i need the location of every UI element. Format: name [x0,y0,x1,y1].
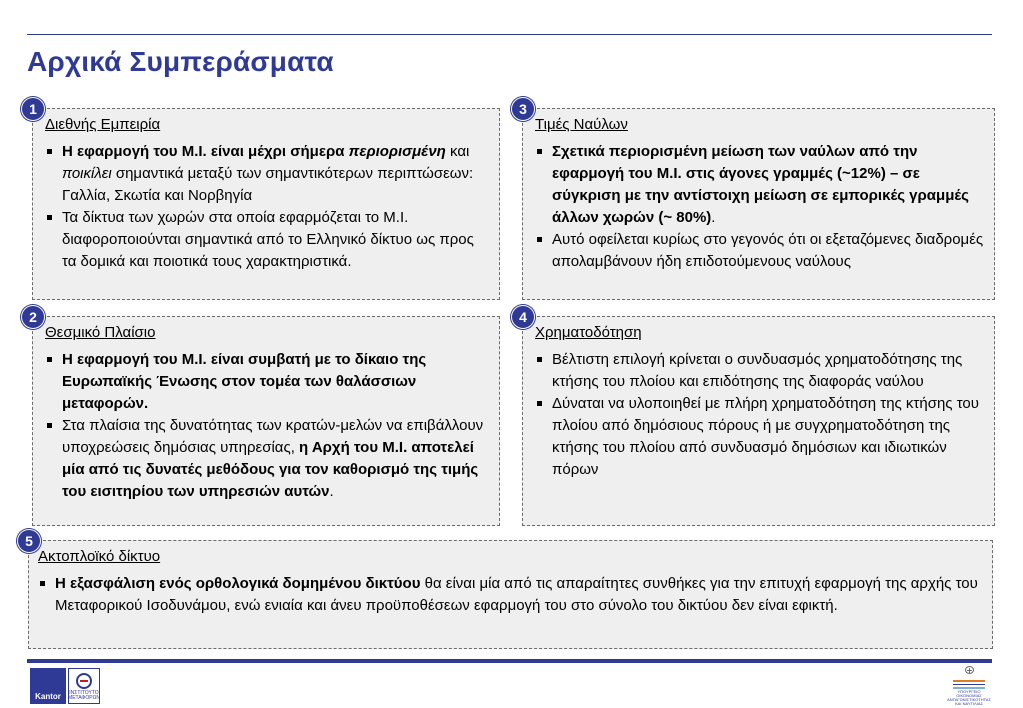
number-badge-3: 3 [511,97,535,121]
institute-emblem-icon [76,673,92,689]
bullet-text-run: . [711,209,716,226]
number-badge-5: 5 [17,529,41,553]
page-title: Αρχικά Συμπεράσματα [27,46,334,77]
bullet-item [535,349,986,393]
logo-stripe-orange [953,680,985,682]
bullet-item [535,229,986,273]
bullet-text-run: και [445,143,470,160]
panel-heading: Ακτοπλοϊκό δίκτυο [38,548,161,565]
logo-stripe-blue [953,684,985,686]
panel-international-experience [32,108,500,300]
bullet-item [45,349,491,415]
bullet-item [38,573,984,617]
bullet-item [45,207,491,273]
bullet-text-run: θα είναι μία από τις απαραίτητες συνθήκες για την επιτυχή εφαρμογή της αρχής του Μεταφορικού Ισοδυνάμου, ενώ ενιαία και άνευ προϋποθέσεων εφαρμογή του στο σύνολο του δικτύου δεν είναι εφικτή. [55,575,978,614]
bullet-text-run: Η εφαρμογή του Μ.Ι. είναι μέχρι σήμερα [62,143,349,160]
number-badge-1: 1 [21,97,45,121]
bullet-text-run: Δύναται να υλοποιηθεί με πλήρη χρηματοδότηση της κτήσης του πλοίου από δημόσιους πόρους ή με συγχρηματοδότηση της κτήσης του πλοίου από συνδυασμό δημόσιων και ιδιωτικών πόρων [552,395,979,478]
bullet-item [45,141,491,207]
ministry-logo [948,666,990,706]
top-rule [27,34,992,35]
footer-rule [27,659,992,663]
bullet-list [45,141,491,273]
greek-emblem-icon [965,666,974,674]
number-badge-2: 2 [21,305,45,329]
bullet-text-run: σημαντικά μεταξύ των σημαντικότερων περιπτώσεων: Γαλλία, Σκωτία και Νορβηγία [62,165,474,204]
panel-institutional-framework [32,316,500,526]
bullet-list [535,141,986,273]
panel-coastal-network [28,540,993,649]
bullet-text-run: Βέλτιστη επιλογή κρίνεται ο συνδυασμός χρηματοδότησης της κτήσης του πλοίου και επιδότησης της διαφοράς ναύλου [552,351,963,390]
bullet-text-run: ποικίλει [62,165,112,182]
institute-logo-text: ΙΝΣΤΙΤΟΥΤΟ ΜΕΤΑΦΟΡΩΝ [68,690,100,701]
bullet-item [45,415,491,503]
bullet-text-run: περιορισμένη [348,143,446,160]
panel-financing [522,316,995,526]
bullet-list [45,349,491,503]
bullet-text-run: Σχετικά περιορισμένη μείωση των ναύλων από την εφαρμογή του Μ.Ι. στις άγονες γραμμές (~12%) – σε σύγκριση με την αντίστοιχη μείωση σε εμπορικές γραμμές άλλων χωρών (~ 80%) [552,143,969,226]
bullet-text-run: . [329,483,334,500]
panel-heading: Τιμές Ναύλων [535,116,628,133]
bullet-list [535,349,986,481]
bullet-item [535,393,986,481]
transport-institute-logo [68,668,100,704]
bullet-text-run: Αυτό οφείλεται κυρίως στο γεγονός ότι οι εξεταζόμενες διαδρομές απολαμβάνουν ήδη επιδοτούμενους ναύλους [552,231,984,270]
bullet-item [535,141,986,229]
kantor-logo [30,668,66,704]
bullet-text-run: η Αρχή του Μ.Ι. αποτελεί μία από τις δυνατές μεθόδους για τον καθορισμό της τιμής του εισιτηρίου των υπηρεσιών αυτών [62,439,479,500]
bullet-list [38,573,984,617]
number-badge-4: 4 [511,305,535,329]
kantor-logo-text: Kantor [35,692,61,701]
bullet-text-run: Η εφαρμογή του Μ.Ι. είναι συμβατή με το δίκαιο της Ευρωπαϊκής Ένωσης στον τομέα των θαλάσσιων μεταφορών. [62,351,427,412]
bullet-text-run: Στα πλαίσια της δυνατότητας των κρατών-μελών να επιβάλλουν υποχρεώσεις δημόσιας υπηρεσίας, [62,417,484,456]
bullet-text-run: Η εξασφάλιση ενός ορθολογικά δομημένου δικτύου [55,575,421,592]
panel-heading: Διεθνής Εμπειρία [45,116,161,133]
bullet-text-run: Τα δίκτυα των χωρών στα οποία εφαρμόζεται το Μ.Ι. διαφοροποιούνται σημαντικά από το Ελληνικό δίκτυο ως προς τα δομικά και ποιοτικά τους χαρακτηριστικά. [62,209,474,270]
panel-fare-prices [522,108,995,300]
panel-heading: Χρηματοδότηση [535,324,642,341]
panel-heading: Θεσμικό Πλαίσιο [45,324,156,341]
ministry-logo-text: ΥΠΟΥΡΓΕΙΟ ΟΙΚΟΝΟΜΙΑΣ ΑΝΤΑΓΩΝΙΣΤΙΚΟΤΗΤΑΣ ΚΑΙ ΝΑΥΤΙΛΙΑΣ [947,688,991,706]
